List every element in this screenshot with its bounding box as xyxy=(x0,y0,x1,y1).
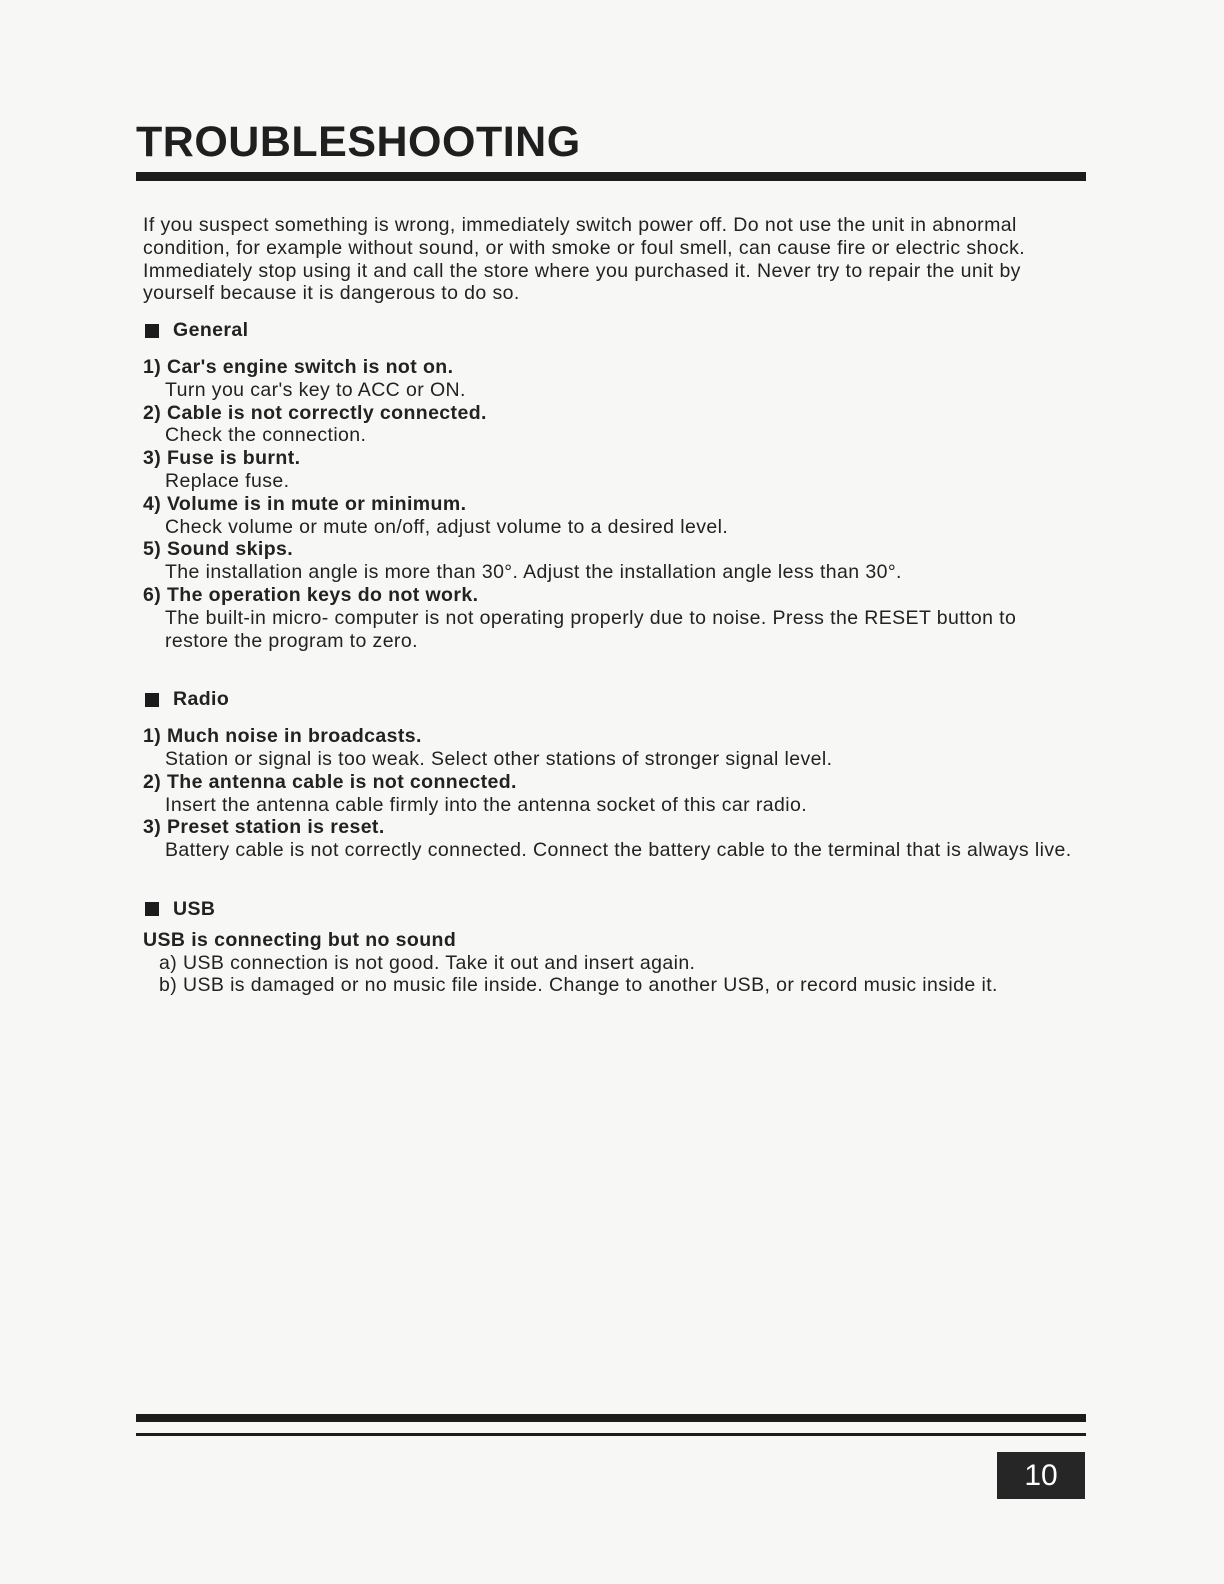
intro xyxy=(143,214,1073,305)
intro-paragraph: If you suspect something is wrong, immediately switch power off. Do not use the unit in abnormal condition, for example without sound, or with smoke or foul smell, can cause fire or electric shock. xyxy=(143,214,1026,259)
problem-title: 4) Volume is in mute or minimum. xyxy=(143,492,467,515)
footer-rule-thin xyxy=(136,1433,1086,1436)
square-bullet-icon xyxy=(145,324,159,338)
title-rule xyxy=(136,172,1086,181)
solution-text: The installation angle is more than 30°. Adjust the installation angle less than 30°. xyxy=(165,561,902,584)
square-bullet-icon xyxy=(145,693,159,707)
problem-title: 6) The operation keys do not work. xyxy=(143,583,479,606)
troubleshooting-content xyxy=(143,214,1073,997)
problem-title: 1) Much noise in broadcasts. xyxy=(143,725,422,748)
solution-text: Check volume or mute on/off, adjust volume to a desired level. xyxy=(165,515,729,538)
solution-text: Replace fuse. xyxy=(165,469,290,492)
solution-text: Turn you car's key to ACC or ON. xyxy=(165,378,466,401)
section-heading-usb xyxy=(143,898,1073,921)
section-heading-general xyxy=(143,319,1073,342)
list-item xyxy=(143,584,1073,652)
list-item xyxy=(143,493,1073,539)
solution-text: The built-in micro- computer is not operating properly due to noise. Press the RESET button to restore the program to zero. xyxy=(165,606,1017,652)
list-item xyxy=(143,771,1073,817)
problem-title: 2) The antenna cable is not connected. xyxy=(143,770,517,793)
spacer xyxy=(143,652,1073,674)
radio-list xyxy=(143,725,1073,862)
footer-rule-thick xyxy=(136,1414,1086,1422)
list-item xyxy=(143,402,1073,448)
section-heading-label: USB xyxy=(173,897,216,920)
list-item xyxy=(143,447,1073,493)
general-list xyxy=(143,356,1073,652)
list-item xyxy=(143,725,1073,771)
square-bullet-icon xyxy=(145,902,159,916)
usb-solution-line: b) USB is damaged or no music file inside. Change to another USB, or record music inside it. xyxy=(159,974,998,997)
problem-title: 2) Cable is not correctly connected. xyxy=(143,401,487,424)
section-heading-label: General xyxy=(173,319,249,342)
solution-text: Insert the antenna cable firmly into the antenna socket of this car radio. xyxy=(165,793,808,816)
list-item xyxy=(143,816,1073,862)
list-item xyxy=(143,356,1073,402)
problem-title: 3) Preset station is reset. xyxy=(143,816,385,839)
solution-text: Check the connection. xyxy=(165,424,367,447)
usb-problem-title: USB is connecting but no sound xyxy=(143,928,457,951)
intro-paragraph: Immediately stop using it and call the store where you purchased it. Never try to repair the unit by yourself because it is dangerous to do so. xyxy=(143,259,1021,305)
solution-text: Battery cable is not correctly connected. Connect the battery cable to the terminal that is always live. xyxy=(165,839,1072,862)
spacer xyxy=(143,862,1073,884)
section-heading-radio xyxy=(143,688,1073,711)
page-number: 10 xyxy=(997,1452,1085,1499)
problem-title: 1) Car's engine switch is not on. xyxy=(143,355,454,378)
usb-solution-line: a) USB connection is not good. Take it out and insert again. xyxy=(159,951,696,974)
page-title: TROUBLESHOOTING xyxy=(136,118,581,166)
problem-title: 3) Fuse is burnt. xyxy=(143,447,301,470)
problem-title: 5) Sound skips. xyxy=(143,538,294,561)
list-item xyxy=(143,538,1073,584)
solution-text: Station or signal is too weak. Select other stations of stronger signal level. xyxy=(165,747,833,770)
section-heading-label: Radio xyxy=(173,688,230,711)
